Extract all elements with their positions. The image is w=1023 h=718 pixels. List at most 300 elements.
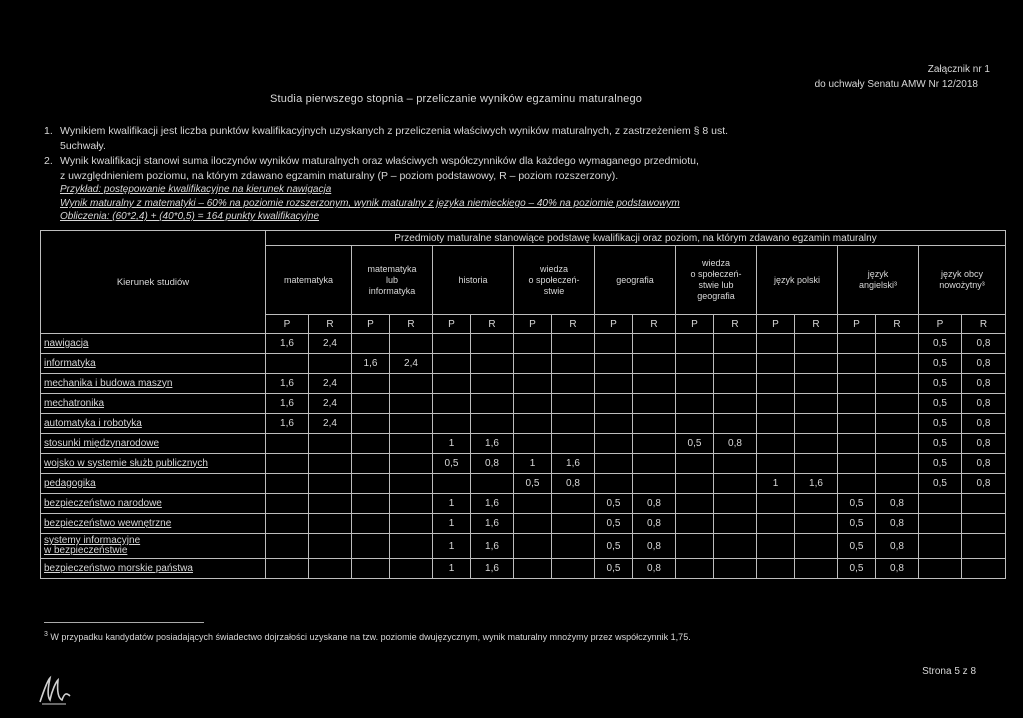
coefficient-cell	[309, 454, 352, 474]
coefficient-cell: 0,5	[433, 454, 471, 474]
coefficient-cell	[514, 434, 552, 454]
level-extended-header: R	[795, 315, 838, 334]
coefficient-cell: 0,5	[838, 559, 876, 579]
field-name: informatyka	[44, 357, 96, 369]
coefficient-cell	[390, 414, 433, 434]
coefficient-cell	[757, 434, 795, 454]
coefficient-cell	[795, 374, 838, 394]
coefficient-cell	[266, 454, 309, 474]
level-basic-header: P	[266, 315, 309, 334]
coefficient-cell: 0,8	[962, 454, 1006, 474]
coefficient-cell: 0,5	[919, 334, 962, 354]
coefficient-cell	[714, 414, 757, 434]
coefficient-cell	[390, 434, 433, 454]
point-text-continued: 5uchwały.	[60, 140, 106, 152]
coefficient-cell: 0,5	[919, 454, 962, 474]
coefficient-cell: 0,8	[714, 434, 757, 454]
coefficient-cell	[714, 534, 757, 559]
coefficient-cell	[266, 354, 309, 374]
page-title: Studia pierwszego stopnia – przeliczanie wyników egzaminu maturalnego	[270, 93, 643, 105]
coefficient-cell	[676, 559, 714, 579]
coefficient-cell	[757, 494, 795, 514]
coefficient-cell	[390, 454, 433, 474]
table-row	[41, 514, 1006, 534]
level-basic-header: P	[757, 315, 795, 334]
coefficient-cell	[309, 514, 352, 534]
coefficient-cell: 0,8	[962, 334, 1006, 354]
coefficient-cell	[390, 559, 433, 579]
example-title: Przykład: postępowanie kwalifikacyjne na kierunek nawigacja	[60, 184, 332, 195]
level-basic-header: P	[595, 315, 633, 334]
field-name: stosunki międzynarodowe	[44, 437, 160, 449]
level-extended-header: R	[962, 315, 1006, 334]
point-number: 2.	[44, 155, 53, 167]
coefficient-cell	[552, 434, 595, 454]
coefficient-cell	[919, 534, 962, 559]
coefficient-cell	[795, 334, 838, 354]
coefficient-cell	[266, 534, 309, 559]
coefficient-cell: 0,5	[838, 534, 876, 559]
field-of-study	[41, 454, 266, 474]
coefficient-cell: 1,6	[552, 454, 595, 474]
coefficient-cell	[676, 414, 714, 434]
table-row	[41, 374, 1006, 394]
coefficient-cell	[876, 394, 919, 414]
coefficient-cell	[919, 514, 962, 534]
coefficient-cell	[309, 434, 352, 454]
coefficient-cell	[514, 559, 552, 579]
rule-point-2	[44, 154, 976, 184]
coefficient-cell: 0,8	[962, 414, 1006, 434]
coefficient-cell	[795, 559, 838, 579]
coefficient-cell: 2,4	[390, 354, 433, 374]
coefficient-cell	[876, 414, 919, 434]
coefficient-cell	[514, 374, 552, 394]
field-of-study	[41, 494, 266, 514]
level-basic-header: P	[352, 315, 390, 334]
coefficient-cell	[633, 394, 676, 414]
coefficient-cell	[757, 414, 795, 434]
rule-point-1	[44, 124, 976, 154]
coefficient-cell	[309, 354, 352, 374]
coefficient-cell: 0,5	[919, 394, 962, 414]
coefficient-cell	[552, 514, 595, 534]
level-extended-header: R	[552, 315, 595, 334]
coefficient-cell: 1	[433, 514, 471, 534]
coefficient-cell	[714, 514, 757, 534]
coefficient-cell: 1,6	[471, 559, 514, 579]
coefficient-cell: 1	[433, 559, 471, 579]
coefficient-cell	[757, 354, 795, 374]
coefficient-cell	[433, 474, 471, 494]
coefficient-cell	[795, 514, 838, 534]
coefficient-cell: 1,6	[795, 474, 838, 494]
coefficient-cell	[352, 394, 390, 414]
coefficient-cell	[757, 534, 795, 559]
coefficient-cell	[352, 414, 390, 434]
coefficient-cell	[757, 374, 795, 394]
field-name: bezpieczeństwo narodowe	[44, 497, 162, 509]
point-text: Wynikiem kwalifikacji jest liczba punktów kwalifikacyjnych uzyskanych z przeliczenia właściwych wyników maturalnych, z zastrzeżeniem § 8 ust.	[60, 125, 729, 137]
coefficient-cell	[352, 334, 390, 354]
coefficient-cell	[633, 374, 676, 394]
subject-header	[266, 246, 352, 315]
coefficient-cell	[838, 454, 876, 474]
subject-header-line: geografia	[697, 291, 735, 301]
coefficient-cell	[514, 334, 552, 354]
field-of-study	[41, 334, 266, 354]
field-of-study	[41, 354, 266, 374]
coefficient-cell: 1,6	[471, 534, 514, 559]
coefficient-cell: 0,8	[633, 514, 676, 534]
coefficient-cell	[352, 454, 390, 474]
level-extended-header: R	[876, 315, 919, 334]
coefficient-cell: 0,8	[876, 514, 919, 534]
field-of-study	[41, 394, 266, 414]
field-name: pedagogika	[44, 477, 96, 489]
coefficient-cell	[962, 559, 1006, 579]
coefficient-cell	[714, 334, 757, 354]
table-row	[41, 534, 1006, 559]
coefficient-cell	[795, 434, 838, 454]
coefficient-cell	[876, 334, 919, 354]
subjects-table	[40, 230, 1006, 579]
subject-header-line: nowożytny³	[939, 280, 985, 290]
level-basic-header: P	[514, 315, 552, 334]
coefficient-cell: 0,8	[876, 534, 919, 559]
coefficient-cell: 0,5	[919, 374, 962, 394]
annex-label: Załącznik nr 1	[927, 64, 990, 75]
point-text: Wynik kwalifikacji stanowi suma iloczynów wyników maturalnych oraz właściwych współczynników dla każdego wymaganego przedmiotu,	[60, 155, 699, 167]
point-number: 1.	[44, 125, 53, 137]
subject-header	[838, 246, 919, 315]
footnote-text: W przypadku kandydatów posiadających świadectwo dojrzałości uzyskane na tzw. poziomie dwujęzycznym, wynik maturalny mnożymy przez współczynnik 1,75.	[50, 632, 691, 642]
coefficient-cell	[962, 494, 1006, 514]
coefficient-cell	[390, 494, 433, 514]
coefficient-cell	[595, 374, 633, 394]
level-basic-header: P	[433, 315, 471, 334]
coefficient-cell	[676, 454, 714, 474]
field-name-continued: w bezpieczeństwie	[44, 545, 128, 556]
coefficient-cell	[514, 354, 552, 374]
coefficient-cell	[757, 394, 795, 414]
coefficient-cell	[390, 374, 433, 394]
coefficient-cell: 0,8	[962, 354, 1006, 374]
table-body	[41, 334, 1006, 579]
coefficient-cell: 1,6	[266, 394, 309, 414]
coefficient-cell	[838, 394, 876, 414]
coefficient-cell	[390, 474, 433, 494]
coefficient-cell: 0,5	[595, 559, 633, 579]
coefficient-cell: 0,8	[962, 434, 1006, 454]
coefficient-cell	[390, 334, 433, 354]
field-name: mechatronika	[44, 397, 105, 409]
coefficient-cell	[757, 514, 795, 534]
table-row	[41, 559, 1006, 579]
point-text-continued: z uwzględnieniem poziomu, na którym zdawano egzamin maturalny (P – poziom podstawowy, R – poziom rozszerzony).	[60, 170, 619, 182]
coefficient-cell: 1,6	[266, 334, 309, 354]
coefficient-cell	[266, 434, 309, 454]
example-text: Wynik maturalny z matematyki – 60% na poziomie rozszerzonym, wynik maturalny z języka niemieckiego – 40% na poziomie podstawowym	[60, 198, 680, 209]
coefficient-cell	[390, 534, 433, 559]
coefficient-cell: 1,6	[471, 434, 514, 454]
coefficient-cell	[795, 494, 838, 514]
field-of-study	[41, 534, 266, 559]
coefficient-cell	[471, 474, 514, 494]
coefficient-cell: 1	[514, 454, 552, 474]
coefficient-cell	[595, 354, 633, 374]
coefficient-cell: 0,8	[962, 394, 1006, 414]
subject-header-line: język	[867, 269, 889, 279]
coefficient-cell	[309, 534, 352, 559]
coefficient-cell	[714, 494, 757, 514]
coefficient-cell: 1,6	[471, 494, 514, 514]
level-extended-header: R	[390, 315, 433, 334]
column-header-field: Kierunek studiów	[41, 231, 266, 334]
coefficient-cell	[676, 514, 714, 534]
subject-header	[514, 246, 595, 315]
coefficient-cell	[552, 394, 595, 414]
coefficient-cell: 1,6	[471, 514, 514, 534]
footnote-marker: 3	[44, 631, 48, 638]
subject-header-line: język polski	[773, 274, 820, 285]
coefficient-cell	[676, 354, 714, 374]
coefficient-cell: 1,6	[266, 414, 309, 434]
coefficient-cell: 2,4	[309, 394, 352, 414]
coefficient-cell: 0,8	[552, 474, 595, 494]
coefficient-cell	[433, 394, 471, 414]
coefficient-cell: 0,5	[595, 514, 633, 534]
coefficient-cell	[714, 454, 757, 474]
coefficient-cell	[390, 514, 433, 534]
coefficient-cell	[552, 414, 595, 434]
coefficient-cell	[795, 534, 838, 559]
table-row	[41, 494, 1006, 514]
example-calculation: Obliczenia: (60*2,4) + (40*0,5) = 164 punkty kwalifikacyjne	[60, 211, 320, 222]
coefficient-cell	[714, 394, 757, 414]
coefficient-cell	[595, 474, 633, 494]
coefficient-cell	[714, 354, 757, 374]
coefficient-cell	[552, 354, 595, 374]
coefficient-cell	[962, 534, 1006, 559]
coefficient-cell: 0,5	[838, 514, 876, 534]
coefficient-cell	[309, 559, 352, 579]
table-row	[41, 414, 1006, 434]
table-row	[41, 454, 1006, 474]
coefficient-cell	[352, 559, 390, 579]
coefficient-cell	[352, 474, 390, 494]
coefficient-cell	[876, 454, 919, 474]
coefficient-cell	[552, 374, 595, 394]
coefficient-cell	[676, 474, 714, 494]
coefficient-cell	[595, 454, 633, 474]
subjects-group-header: Przedmioty maturalne stanowiące podstawę kwalifikacji oraz poziom, na którym zdawano egzamin maturalny	[266, 231, 1006, 246]
coefficient-cell	[390, 394, 433, 414]
annex-reference: do uchwały Senatu AMW Nr 12/2018	[814, 79, 978, 90]
table-row	[41, 354, 1006, 374]
coefficient-cell: 0,8	[876, 494, 919, 514]
coefficient-cell	[309, 474, 352, 494]
subject-header-line: stwie lub	[698, 280, 734, 290]
coefficient-cell: 0,5	[595, 534, 633, 559]
field-name: bezpieczeństwo wewnętrzne	[44, 517, 172, 529]
field-name: wojsko w systemie służb publicznych	[44, 457, 208, 469]
level-extended-header: R	[633, 315, 676, 334]
coefficient-cell	[838, 354, 876, 374]
coefficient-cell: 0,5	[919, 434, 962, 454]
field-of-study	[41, 559, 266, 579]
coefficient-cell	[352, 434, 390, 454]
coefficient-cell	[876, 474, 919, 494]
subject-header-line: geografia	[616, 274, 654, 285]
coefficient-cell	[595, 414, 633, 434]
coefficient-cell	[876, 354, 919, 374]
subject-header-line: o społeczeń-	[690, 269, 742, 279]
coefficient-cell	[266, 514, 309, 534]
page-number: Strona 5 z 8	[922, 666, 976, 677]
coefficient-cell	[676, 334, 714, 354]
table-row	[41, 334, 1006, 354]
coefficient-cell	[714, 374, 757, 394]
subject-header-line: wiedza	[701, 258, 730, 268]
level-basic-header: P	[838, 315, 876, 334]
field-of-study	[41, 374, 266, 394]
field-name: automatyka i robotyka	[44, 417, 142, 429]
field-of-study	[41, 514, 266, 534]
coefficient-cell: 2,4	[309, 414, 352, 434]
coefficient-cell	[266, 494, 309, 514]
coefficient-cell	[552, 534, 595, 559]
subject-header-line: lub	[385, 274, 398, 285]
coefficient-cell: 0,8	[962, 474, 1006, 494]
coefficient-cell: 0,5	[514, 474, 552, 494]
coefficient-cell	[838, 334, 876, 354]
coefficient-cell: 0,8	[633, 494, 676, 514]
coefficient-cell	[595, 394, 633, 414]
coefficient-cell	[919, 559, 962, 579]
subject-header	[352, 246, 433, 315]
coefficient-cell	[876, 374, 919, 394]
coefficient-cell	[795, 394, 838, 414]
coefficient-cell	[633, 434, 676, 454]
coefficient-cell	[795, 354, 838, 374]
coefficient-cell	[962, 514, 1006, 534]
coefficient-cell	[676, 394, 714, 414]
coefficient-cell: 0,5	[919, 474, 962, 494]
subject-header	[676, 246, 757, 315]
subject-header	[757, 246, 838, 315]
coefficient-cell	[552, 494, 595, 514]
coefficient-cell	[471, 374, 514, 394]
coefficient-cell: 0,5	[919, 414, 962, 434]
subject-header-line: matematyka	[367, 263, 417, 274]
coefficient-cell: 0,8	[633, 559, 676, 579]
coefficient-cell	[352, 534, 390, 559]
coefficient-cell: 1	[433, 434, 471, 454]
coefficient-cell: 1	[433, 534, 471, 559]
coefficient-cell	[514, 394, 552, 414]
coefficient-cell: 2,4	[309, 334, 352, 354]
coefficient-cell	[757, 334, 795, 354]
coefficient-cell	[266, 474, 309, 494]
coefficient-cell	[714, 474, 757, 494]
field-of-study	[41, 434, 266, 454]
coefficient-cell: 0,8	[471, 454, 514, 474]
subject-header-line: stwie	[543, 285, 565, 296]
coefficient-cell	[352, 514, 390, 534]
coefficient-cell	[514, 414, 552, 434]
field-name: bezpieczeństwo morskie państwa	[44, 562, 193, 574]
subject-header-line: historia	[458, 274, 488, 285]
table-row	[41, 434, 1006, 454]
coefficient-cell: 0,8	[633, 534, 676, 559]
coefficient-cell: 0,8	[962, 374, 1006, 394]
coefficient-cell	[757, 454, 795, 474]
coefficient-cell	[876, 434, 919, 454]
field-name: mechanika i budowa maszyn	[44, 377, 173, 389]
coefficient-cell	[266, 559, 309, 579]
subject-header	[919, 246, 1006, 315]
table-row	[41, 394, 1006, 414]
coefficient-cell	[676, 534, 714, 559]
coefficient-cell: 1	[433, 494, 471, 514]
subject-header-line: wiedza	[539, 263, 568, 274]
coefficient-cell	[633, 334, 676, 354]
subject-header	[433, 246, 514, 315]
coefficient-cell	[757, 559, 795, 579]
coefficient-cell	[714, 559, 757, 579]
subject-header-line: język obcy	[940, 269, 984, 279]
coefficient-cell: 0,5	[595, 494, 633, 514]
subject-header	[595, 246, 676, 315]
coefficient-cell	[471, 414, 514, 434]
coefficient-cell	[433, 414, 471, 434]
coefficient-cell	[838, 374, 876, 394]
coefficient-cell	[633, 354, 676, 374]
level-extended-header: R	[714, 315, 757, 334]
coefficient-cell	[633, 454, 676, 474]
subject-header-line: o społeczeń-	[528, 274, 580, 285]
level-basic-header: P	[676, 315, 714, 334]
field-of-study	[41, 474, 266, 494]
subject-header-line: angielski³	[858, 280, 898, 290]
coefficient-cell	[433, 334, 471, 354]
subject-header-line: informatyka	[368, 285, 416, 296]
coefficient-cell	[471, 394, 514, 414]
coefficient-cell	[471, 334, 514, 354]
coefficient-cell	[919, 494, 962, 514]
level-extended-header: R	[471, 315, 514, 334]
coefficient-cell	[795, 414, 838, 434]
coefficient-cell	[552, 559, 595, 579]
field-name: nawigacja	[44, 337, 89, 349]
coefficient-cell: 0,5	[919, 354, 962, 374]
coefficient-cell	[514, 514, 552, 534]
level-extended-header: R	[309, 315, 352, 334]
field-name: systemy informacyjne	[44, 535, 141, 546]
table-row	[41, 474, 1006, 494]
coefficient-cell	[471, 354, 514, 374]
coefficient-cell: 1,6	[266, 374, 309, 394]
coefficient-cell	[433, 374, 471, 394]
coefficient-cell	[595, 334, 633, 354]
coefficient-cell	[309, 494, 352, 514]
coefficient-cell	[795, 454, 838, 474]
coefficient-cell	[352, 494, 390, 514]
field-of-study	[41, 414, 266, 434]
coefficient-cell	[552, 334, 595, 354]
coefficient-cell	[676, 374, 714, 394]
